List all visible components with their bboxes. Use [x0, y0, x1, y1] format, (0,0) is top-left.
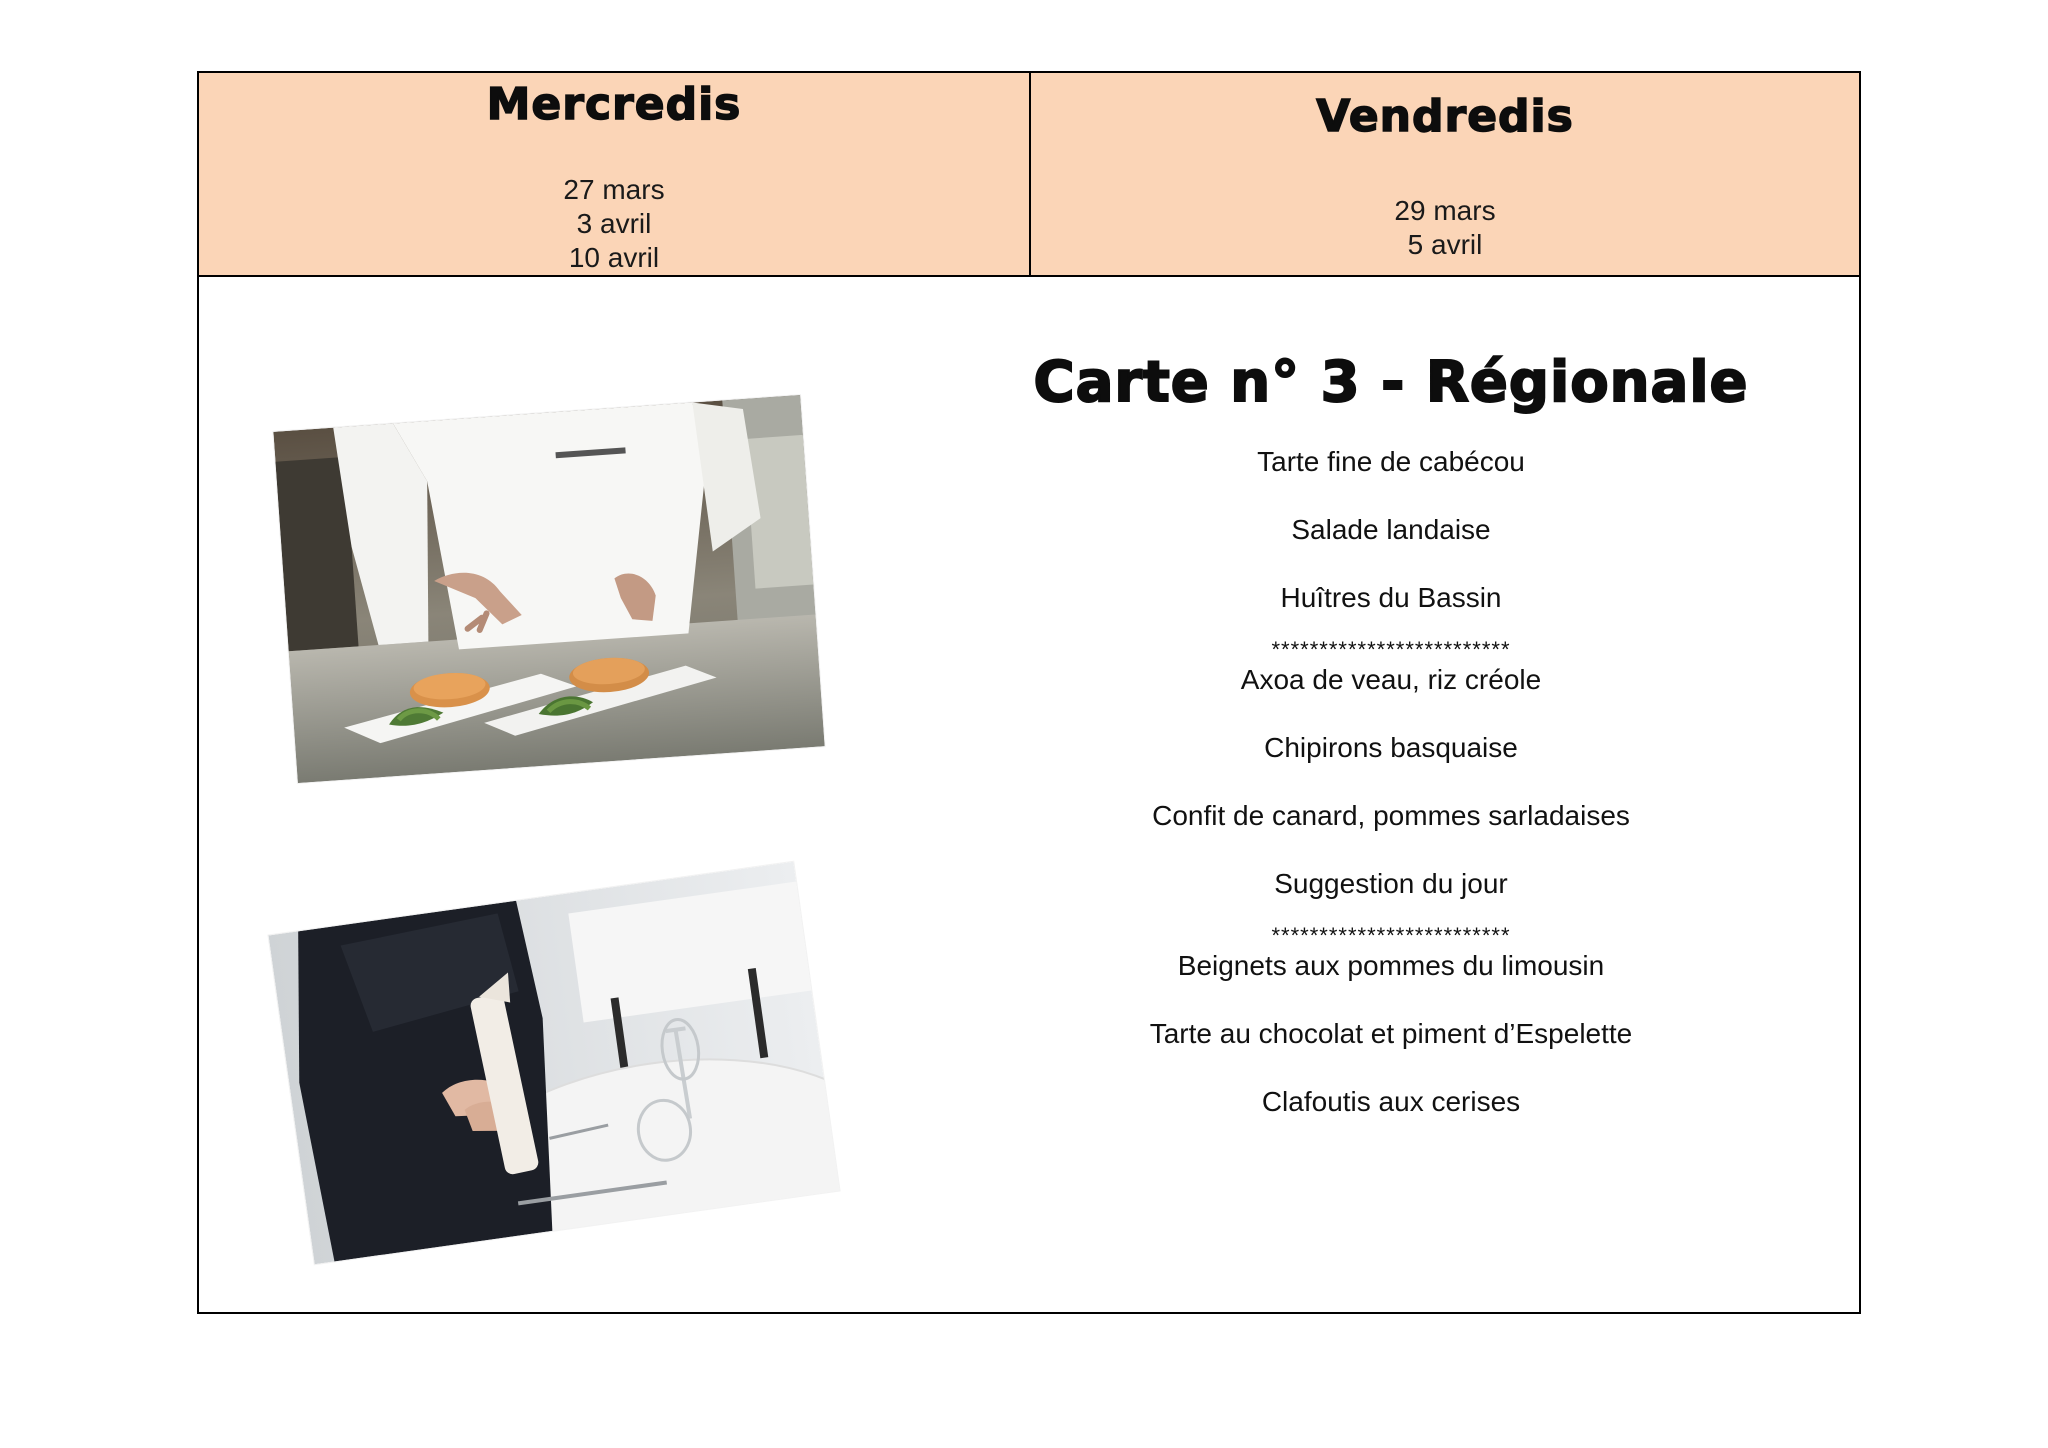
friday-dates: [1031, 194, 1859, 262]
wednesday-dates: [199, 173, 1029, 275]
menu-item-main: Axoa de veau, riz créole: [1240, 664, 1542, 695]
menu-item-dessert: Clafoutis aux cerises: [1261, 1086, 1521, 1117]
friday-date: 5 avril: [1407, 229, 1483, 260]
wednesday-column: [199, 73, 1029, 275]
waiter-folding-napkin-photo: [268, 862, 839, 1265]
wednesday-date: 10 avril: [568, 242, 660, 273]
menu-separator: *************************: [1271, 923, 1511, 948]
menu-item-main: Suggestion du jour: [1274, 868, 1508, 899]
friday-column: [1029, 73, 1859, 275]
menu-sheet: [197, 71, 1861, 1314]
chef-plating-tarts-photo: [273, 395, 824, 783]
menu-item-starter: Tarte fine de cabécou: [1257, 446, 1525, 477]
wednesday-date: 3 avril: [576, 208, 652, 239]
menu-card: [979, 343, 1803, 1153]
menu-item-starter: Huîtres du Bassin: [1280, 582, 1502, 613]
wednesday-title: Mercredis: [486, 79, 742, 130]
schedule-header: [199, 73, 1859, 277]
friday-title: Vendredis: [1316, 91, 1574, 142]
menu-item-main: Confit de canard, pommes sarladaises: [1152, 800, 1630, 831]
friday-date: 29 mars: [1394, 195, 1496, 226]
menu-item-starter: Salade landaise: [1291, 514, 1491, 545]
menu-title: Carte n° 3 - Régionale: [1033, 350, 1749, 415]
menu-item-dessert: Beignets aux pommes du limousin: [1177, 950, 1605, 981]
menu-item-dessert: Tarte au chocolat et piment d’Espelette: [1149, 1018, 1633, 1049]
menu-item-main: Chipirons basquaise: [1264, 732, 1518, 763]
menu-separator: *************************: [1271, 637, 1511, 662]
wednesday-date: 27 mars: [563, 174, 665, 205]
